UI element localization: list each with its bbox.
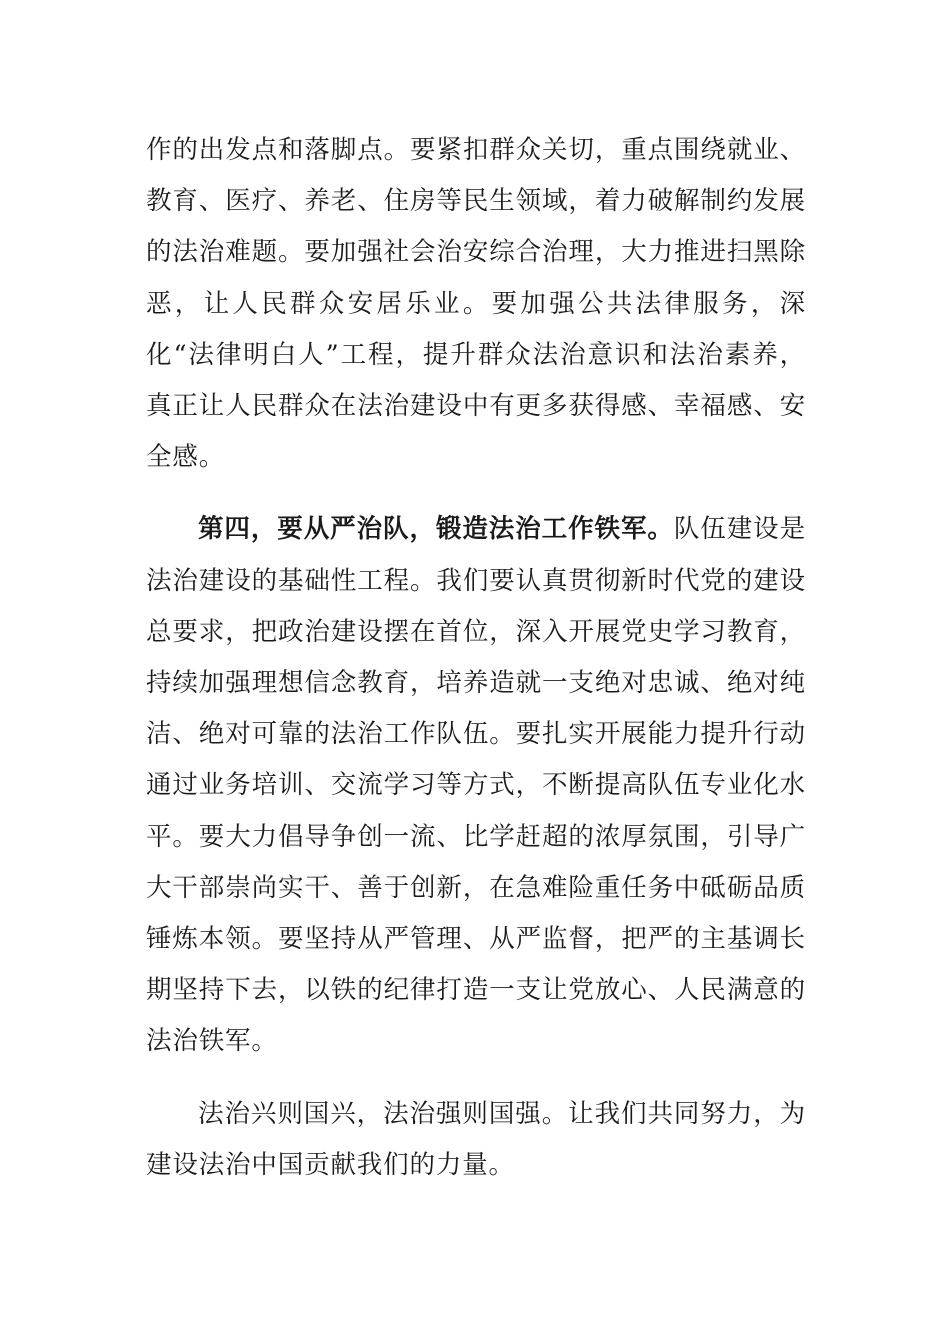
paragraph-bold-heading: 第四，要从严治队，锻造法治工作铁军。 xyxy=(198,514,674,545)
paragraph-closing xyxy=(146,1089,806,1191)
paragraph-livelihood-continuation xyxy=(146,125,806,483)
paragraph-gap xyxy=(146,1068,806,1089)
paragraph-text: 法治兴则国兴，法治强则国强。让我们共同努力，为建设法治中国贡献我们的力量。 xyxy=(146,1098,806,1180)
paragraph-text: 队伍建设是法治建设的基础性工程。我们要认真贯彻新时代党的建设总要求，把政治建设摆在首位，深入开展党史学习教育，持续加强理想信念教育，培养造就一支绝对忠诚、绝对纯洁、绝对可靠的法治工作队伍。要扎实开展能力提升行动通过业务培训、交流学习等方式，不断提高队伍专业化水平。要大力倡导争创一流、比学赶超的浓厚氛围，引导广大干部崇尚实干、善于创新，在急难险重任务中砥砺品质锤炼本领。要坚持从严管理、从严监督，把严的主基调长期坚持下去，以铁的纪律打造一支让党放心、人民满意的法治铁军。 xyxy=(146,514,806,1057)
paragraph-text: 作的出发点和落脚点。要紧扣群众关切，重点围绕就业、教育、医疗、养老、住房等民生领域，着力破解制约发展的法治难题。要加强社会治安综合治理，大力推进扫黑除恶，让人民群众安居乐业。要加强公共法律服务，深化“法律明白人”工程，提升群众法治意识和法治素养，真正让人民群众在法治建设中有更多获得感、幸福感、安全感。 xyxy=(146,135,806,473)
paragraph-gap xyxy=(146,483,806,504)
paragraph-fourth-point xyxy=(146,504,806,1067)
document-body xyxy=(146,125,806,1191)
